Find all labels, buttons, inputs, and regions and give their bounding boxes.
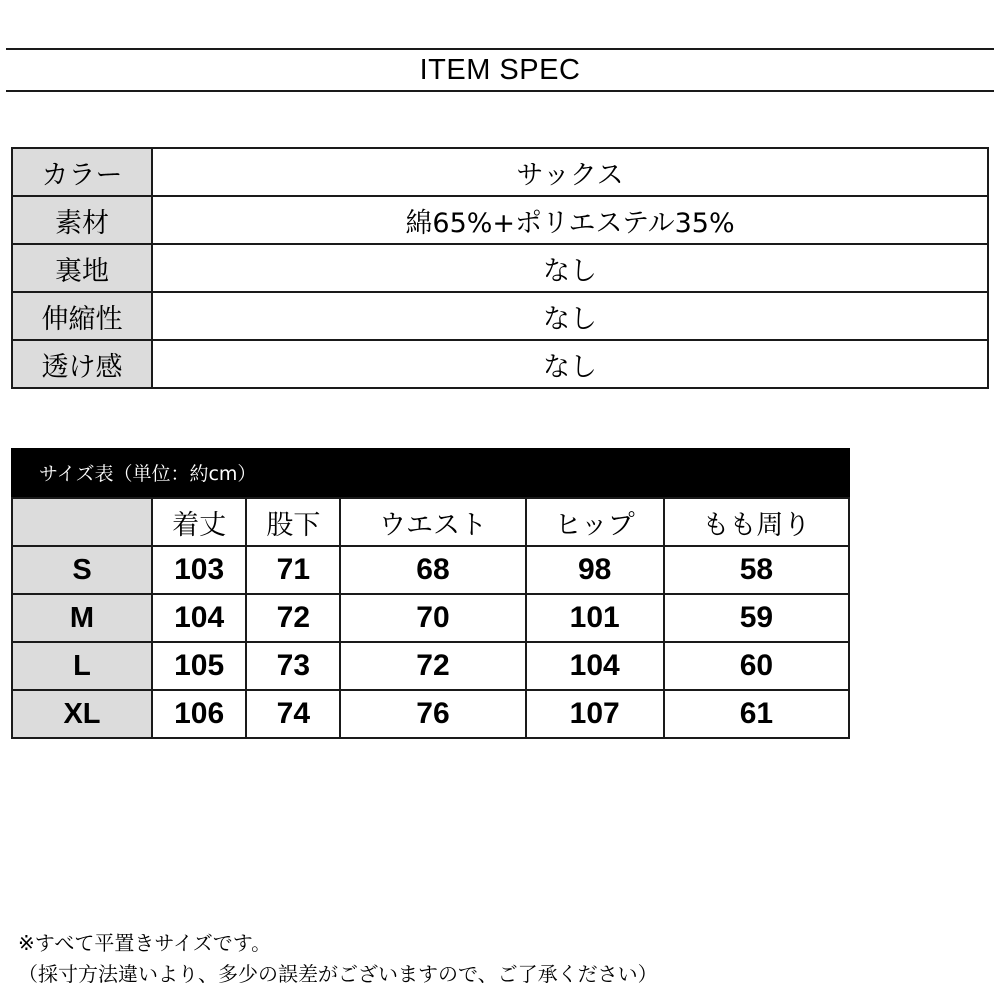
table-row xyxy=(12,690,849,738)
size-value: 58 xyxy=(664,546,849,594)
column-header: もも周り xyxy=(664,498,849,546)
spec-value: 綿65%+ポリエステル35% xyxy=(152,196,988,244)
spec-table xyxy=(11,147,989,389)
size-label: S xyxy=(12,546,152,594)
size-value: 74 xyxy=(246,690,340,738)
size-label: M xyxy=(12,594,152,642)
size-value: 60 xyxy=(664,642,849,690)
spec-value: なし xyxy=(152,292,988,340)
spec-row-lining xyxy=(12,244,988,292)
item-spec-header xyxy=(6,48,994,92)
size-table-header-row xyxy=(12,498,849,546)
size-value: 76 xyxy=(340,690,525,738)
measurement-notes xyxy=(18,928,658,990)
spec-value: サックス xyxy=(152,148,988,196)
size-value: 107 xyxy=(526,690,664,738)
spec-row-color xyxy=(12,148,988,196)
column-header: ウエスト xyxy=(340,498,525,546)
size-value: 101 xyxy=(526,594,664,642)
spec-row-sheerness xyxy=(12,340,988,388)
size-value: 103 xyxy=(152,546,246,594)
size-value: 98 xyxy=(526,546,664,594)
table-row xyxy=(12,642,849,690)
column-header: 股下 xyxy=(246,498,340,546)
spec-label: 透け感 xyxy=(12,340,152,388)
spec-value: なし xyxy=(152,244,988,292)
size-value: 71 xyxy=(246,546,340,594)
size-value: 106 xyxy=(152,690,246,738)
spec-label: 裏地 xyxy=(12,244,152,292)
spec-row-material xyxy=(12,196,988,244)
size-table-title: サイズ表（単位：約cm） xyxy=(11,448,850,497)
spec-row-stretch xyxy=(12,292,988,340)
size-value: 70 xyxy=(340,594,525,642)
item-spec-title: ITEM SPEC xyxy=(419,53,581,86)
size-value: 73 xyxy=(246,642,340,690)
size-value: 59 xyxy=(664,594,849,642)
size-value: 104 xyxy=(526,642,664,690)
size-value: 68 xyxy=(340,546,525,594)
spec-value: なし xyxy=(152,340,988,388)
spec-label: カラー xyxy=(12,148,152,196)
size-value: 61 xyxy=(664,690,849,738)
spec-label: 素材 xyxy=(12,196,152,244)
note-flat-measurement: ※すべて平置きサイズです。 xyxy=(18,931,272,955)
size-value: 105 xyxy=(152,642,246,690)
size-label: XL xyxy=(12,690,152,738)
size-label: L xyxy=(12,642,152,690)
size-value: 104 xyxy=(152,594,246,642)
table-row xyxy=(12,594,849,642)
size-value: 72 xyxy=(246,594,340,642)
column-header: ヒップ xyxy=(526,498,664,546)
spec-label: 伸縮性 xyxy=(12,292,152,340)
column-header: 着丈 xyxy=(152,498,246,546)
size-value: 72 xyxy=(340,642,525,690)
size-table-corner xyxy=(12,498,152,546)
note-measurement-error: （採寸方法違いより、多少の誤差がございますので、ご了承ください） xyxy=(18,962,658,986)
size-table xyxy=(11,497,850,739)
table-row xyxy=(12,546,849,594)
